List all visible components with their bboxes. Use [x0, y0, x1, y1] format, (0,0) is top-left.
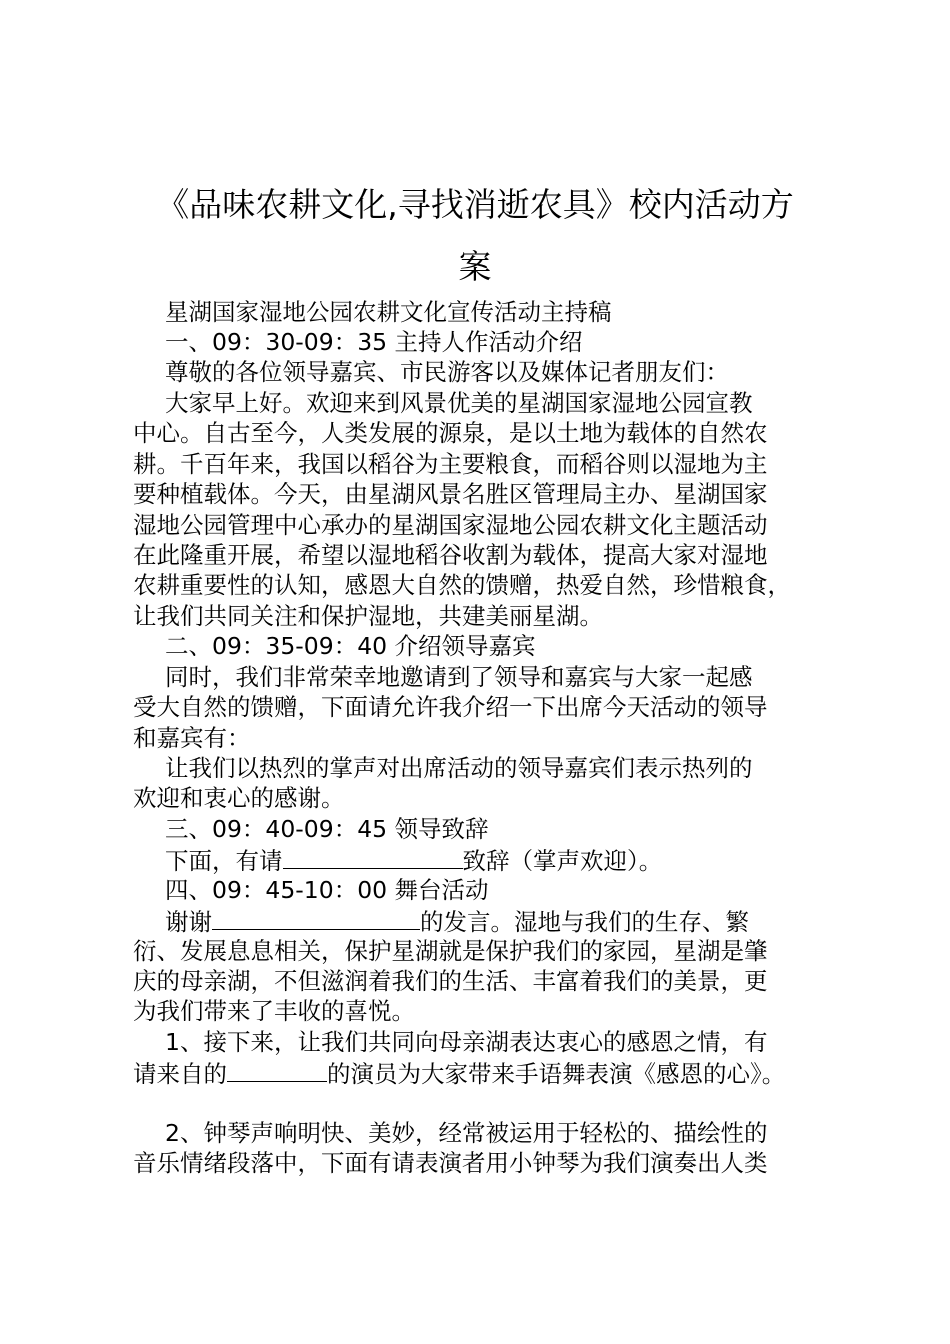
paragraph-line: 2、钟琴声响明快、美妙，经常被运用于轻松的、描绘性的 [165, 1119, 768, 1147]
fill-in-blank [283, 844, 463, 869]
paragraph-line: 衍、发展息息相关，保护星湖就是保护我们的家园，星湖是肇 [133, 937, 768, 965]
fill-in-blank [227, 1057, 327, 1082]
text-segment: 谢谢 [165, 908, 212, 936]
document-title-line-2: 案 [458, 247, 492, 286]
paragraph-line: 农耕重要性的认知，感恩大自然的馈赠，热爱自然，珍惜粮食， [133, 571, 791, 599]
paragraph-line: 在此隆重开展，希望以湿地稻谷收割为载体，提高大家对湿地 [133, 541, 768, 569]
paragraph-line: 让我们以热烈的掌声对出席活动的领导嘉宾们表示热列的 [165, 754, 753, 782]
document-title-line-1: 《品味农耕文化,寻找消逝农具》校内活动方 [156, 185, 794, 224]
paragraph-line: 庆的母亲湖，不但滋润着我们的生活、丰富着我们的美景，更 [133, 967, 768, 995]
paragraph-line-with-blank [165, 844, 662, 876]
section-heading-3: 三、09：40-09：45 领导致辞 [165, 815, 489, 843]
paragraph-line: 和嘉宾有： [133, 724, 251, 752]
paragraph-line: 1、接下来，让我们共同向母亲湖表达衷心的感恩之情，有 [165, 1028, 768, 1056]
paragraph-line: 湿地公园管理中心承办的星湖国家湿地公园农耕文化主题活动 [133, 511, 768, 539]
paragraph-line: 耕。千百年来，我国以稻谷为主要粮食，而稻谷则以湿地为主 [133, 450, 768, 478]
paragraph-line: 音乐情绪段落中，下面有请表演者用小钟琴为我们演奏出人类 [133, 1149, 768, 1177]
paragraph-line: 为我们带来了丰收的喜悦。 [133, 997, 415, 1025]
paragraph-line: 受大自然的馈赠，下面请允许我介绍一下出席今天活动的领导 [133, 693, 768, 721]
section-heading-2: 二、09：35-09：40 介绍领导嘉宾 [165, 632, 536, 660]
paragraph-line: 星湖国家湿地公园农耕文化宣传活动主持稿 [165, 298, 612, 326]
paragraph-line: 大家早上好。欢迎来到风景优美的星湖国家湿地公园宣教 [165, 389, 753, 417]
paragraph-line: 让我们共同关注和保护湿地，共建美丽星湖。 [133, 602, 603, 630]
paragraph-line: 要种植载体。今天，由星湖风景名胜区管理局主办、星湖国家 [133, 480, 768, 508]
section-heading-1: 一、09：30-09：35 主持人作活动介绍 [165, 328, 583, 356]
text-segment: 请来自的 [133, 1060, 227, 1088]
text-segment: 的发言。湿地与我们的生存、繁 [420, 908, 749, 936]
text-segment: 的演员为大家带来手语舞表演《感恩的心》。 [327, 1060, 786, 1088]
text-segment: 下面，有请 [165, 847, 283, 875]
paragraph-line-with-blank [133, 1057, 785, 1089]
paragraph-line: 欢迎和衷心的感谢。 [133, 784, 345, 812]
fill-in-blank [212, 905, 420, 930]
section-heading-4: 四、09：45-10：00 舞台活动 [165, 876, 489, 904]
text-segment: 致辞（掌声欢迎）。 [462, 847, 663, 875]
paragraph-line-with-blank [165, 905, 749, 937]
paragraph-line: 同时，我们非常荣幸地邀请到了领导和嘉宾与大家一起感 [165, 663, 753, 691]
paragraph-line: 中心。自古至今，人类发展的源泉，是以土地为载体的自然农 [133, 419, 768, 447]
paragraph-line: 尊敬的各位领导嘉宾、市民游客以及媒体记者朋友们： [165, 358, 729, 386]
